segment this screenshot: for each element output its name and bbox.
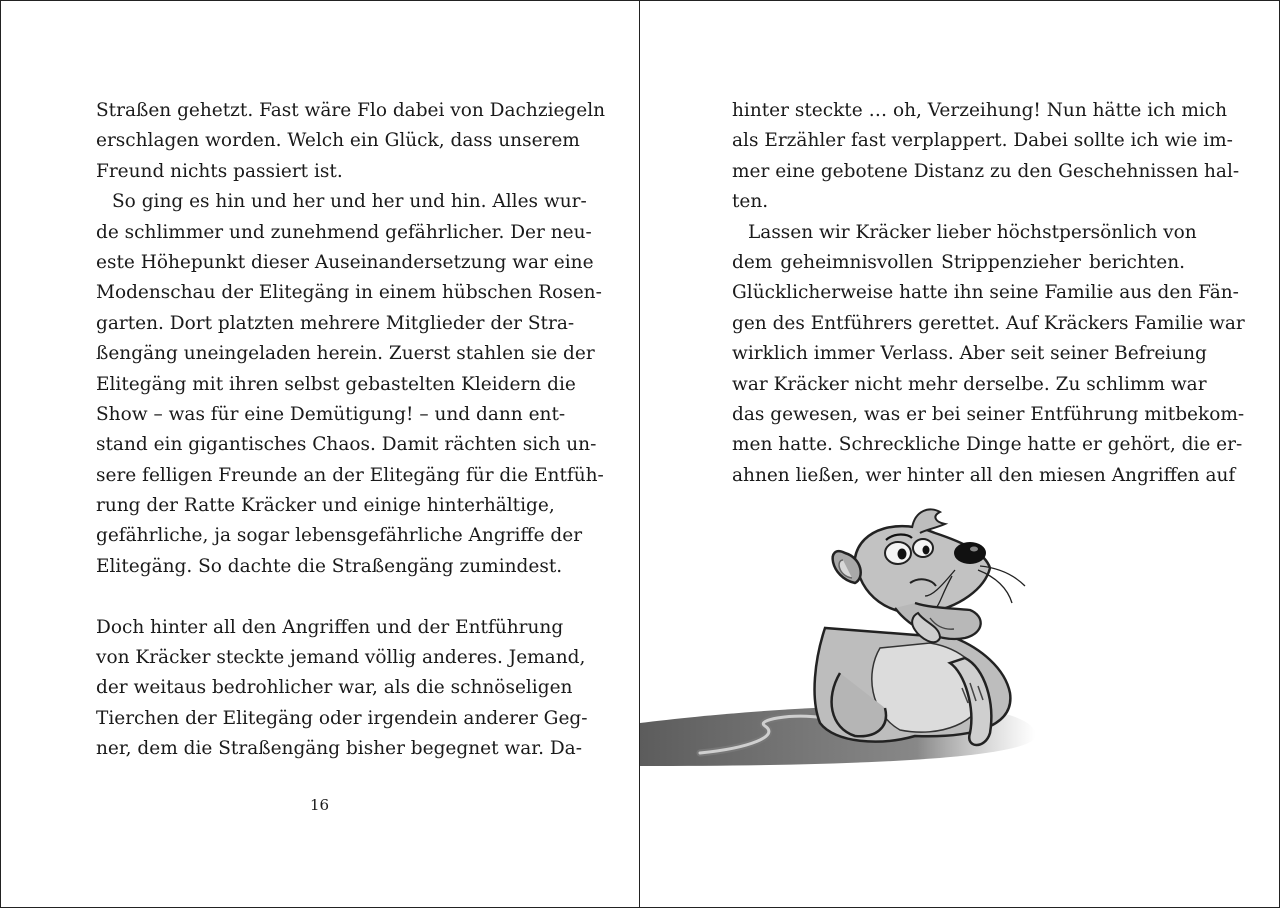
text-line: de schlimmer und zunehmend gefährlicher. Der neu- (96, 221, 592, 243)
text-line: von Kräcker steckte jemand völlig anderes. Jemand, (96, 647, 586, 669)
text-line: este Höhepunkt dieser Auseinandersetzung war eine (96, 251, 594, 273)
text-line: Freund nichts passiert ist. (96, 160, 343, 182)
right-page (640, 0, 1280, 908)
text-line: Lassen wir Kräcker lieber höchstpersönlich von (748, 221, 1197, 243)
text-line: erschlagen worden. Welch ein Glück, dass unserem (96, 130, 580, 152)
left-page (0, 0, 639, 908)
text-line: garten. Dort platzten mehrere Mitglieder der Stra- (96, 312, 575, 334)
text-line: men hatte. Schreckliche Dinge hatte er gehört, die er- (732, 434, 1243, 456)
text-line: das gewesen, was er bei seiner Entführung mitbekom- (732, 403, 1245, 425)
text-line: der weitaus bedrohlicher war, als die schnöseligen (96, 677, 573, 699)
text-line: Tierchen der Elitegäng oder irgendein anderer Geg- (96, 707, 588, 729)
text-line: war Kräcker nicht mehr derselbe. Zu schlimm war (732, 373, 1207, 395)
text-line: gefährliche, ja sogar lebensgefährliche Angriffe der (96, 525, 583, 547)
text-line: ßengäng uneingeladen herein. Zuerst stahlen sie der (96, 343, 595, 365)
text-line: ner, dem die Straßengäng bisher begegnet war. Da- (96, 738, 582, 760)
text-line: hinter steckte … oh, Verzeihung! Nun hätte ich mich (732, 100, 1228, 121)
text-line: ahnen ließen, wer hinter all den miesen Angriffen auf (732, 464, 1236, 486)
rat-nose (954, 542, 986, 564)
text-line: So ging es hin und her und her und hin. Alles wur- (112, 191, 587, 213)
rat-illustration (640, 498, 1280, 778)
right-page-text (732, 96, 1245, 491)
text-line: wirklich immer Verlass. Aber seit seiner Befreiung (732, 343, 1207, 365)
text-line: Show – was für eine Demütigung! – und dann ent- (96, 403, 566, 425)
text-line: Straßen gehetzt. Fast wäre Flo dabei von Dachziegeln (96, 100, 606, 121)
section-break (96, 582, 549, 612)
text-line: ten. (732, 191, 769, 213)
text-line: Doch hinter all den Angriffen und der Entführung (96, 616, 564, 638)
text-line: Glücklicherweise hatte ihn seine Familie aus den Fän- (732, 282, 1239, 304)
text-line: stand ein gigantisches Chaos. Damit rächten sich un- (96, 434, 597, 456)
text-line: rung der Ratte Kräcker und einige hinterhältige, (96, 495, 555, 517)
text-line: sere felligen Freunde an der Elitegäng für die Entfüh- (96, 464, 604, 486)
text-line: Elitegäng mit ihren selbst gebastelten Kleidern die (96, 373, 576, 395)
text-line: gen des Entführers gerettet. Auf Kräckers Familie war (732, 312, 1245, 334)
text-line: dem geheimnisvollen Strippenzieher berichten. (732, 251, 1185, 273)
text-line: Elitegäng. So dachte die Straßengäng zumindest. (96, 555, 563, 577)
left-page-text (96, 96, 606, 765)
text-line: mer eine gebotene Distanz zu den Geschehnissen hal- (732, 160, 1240, 182)
text-line: Modenschau der Elitegäng in einem hübschen Rosen- (96, 282, 602, 304)
text-line: als Erzähler fast verplappert. Dabei sollte ich wie im- (732, 130, 1233, 152)
page-number: 16 (309, 796, 330, 814)
